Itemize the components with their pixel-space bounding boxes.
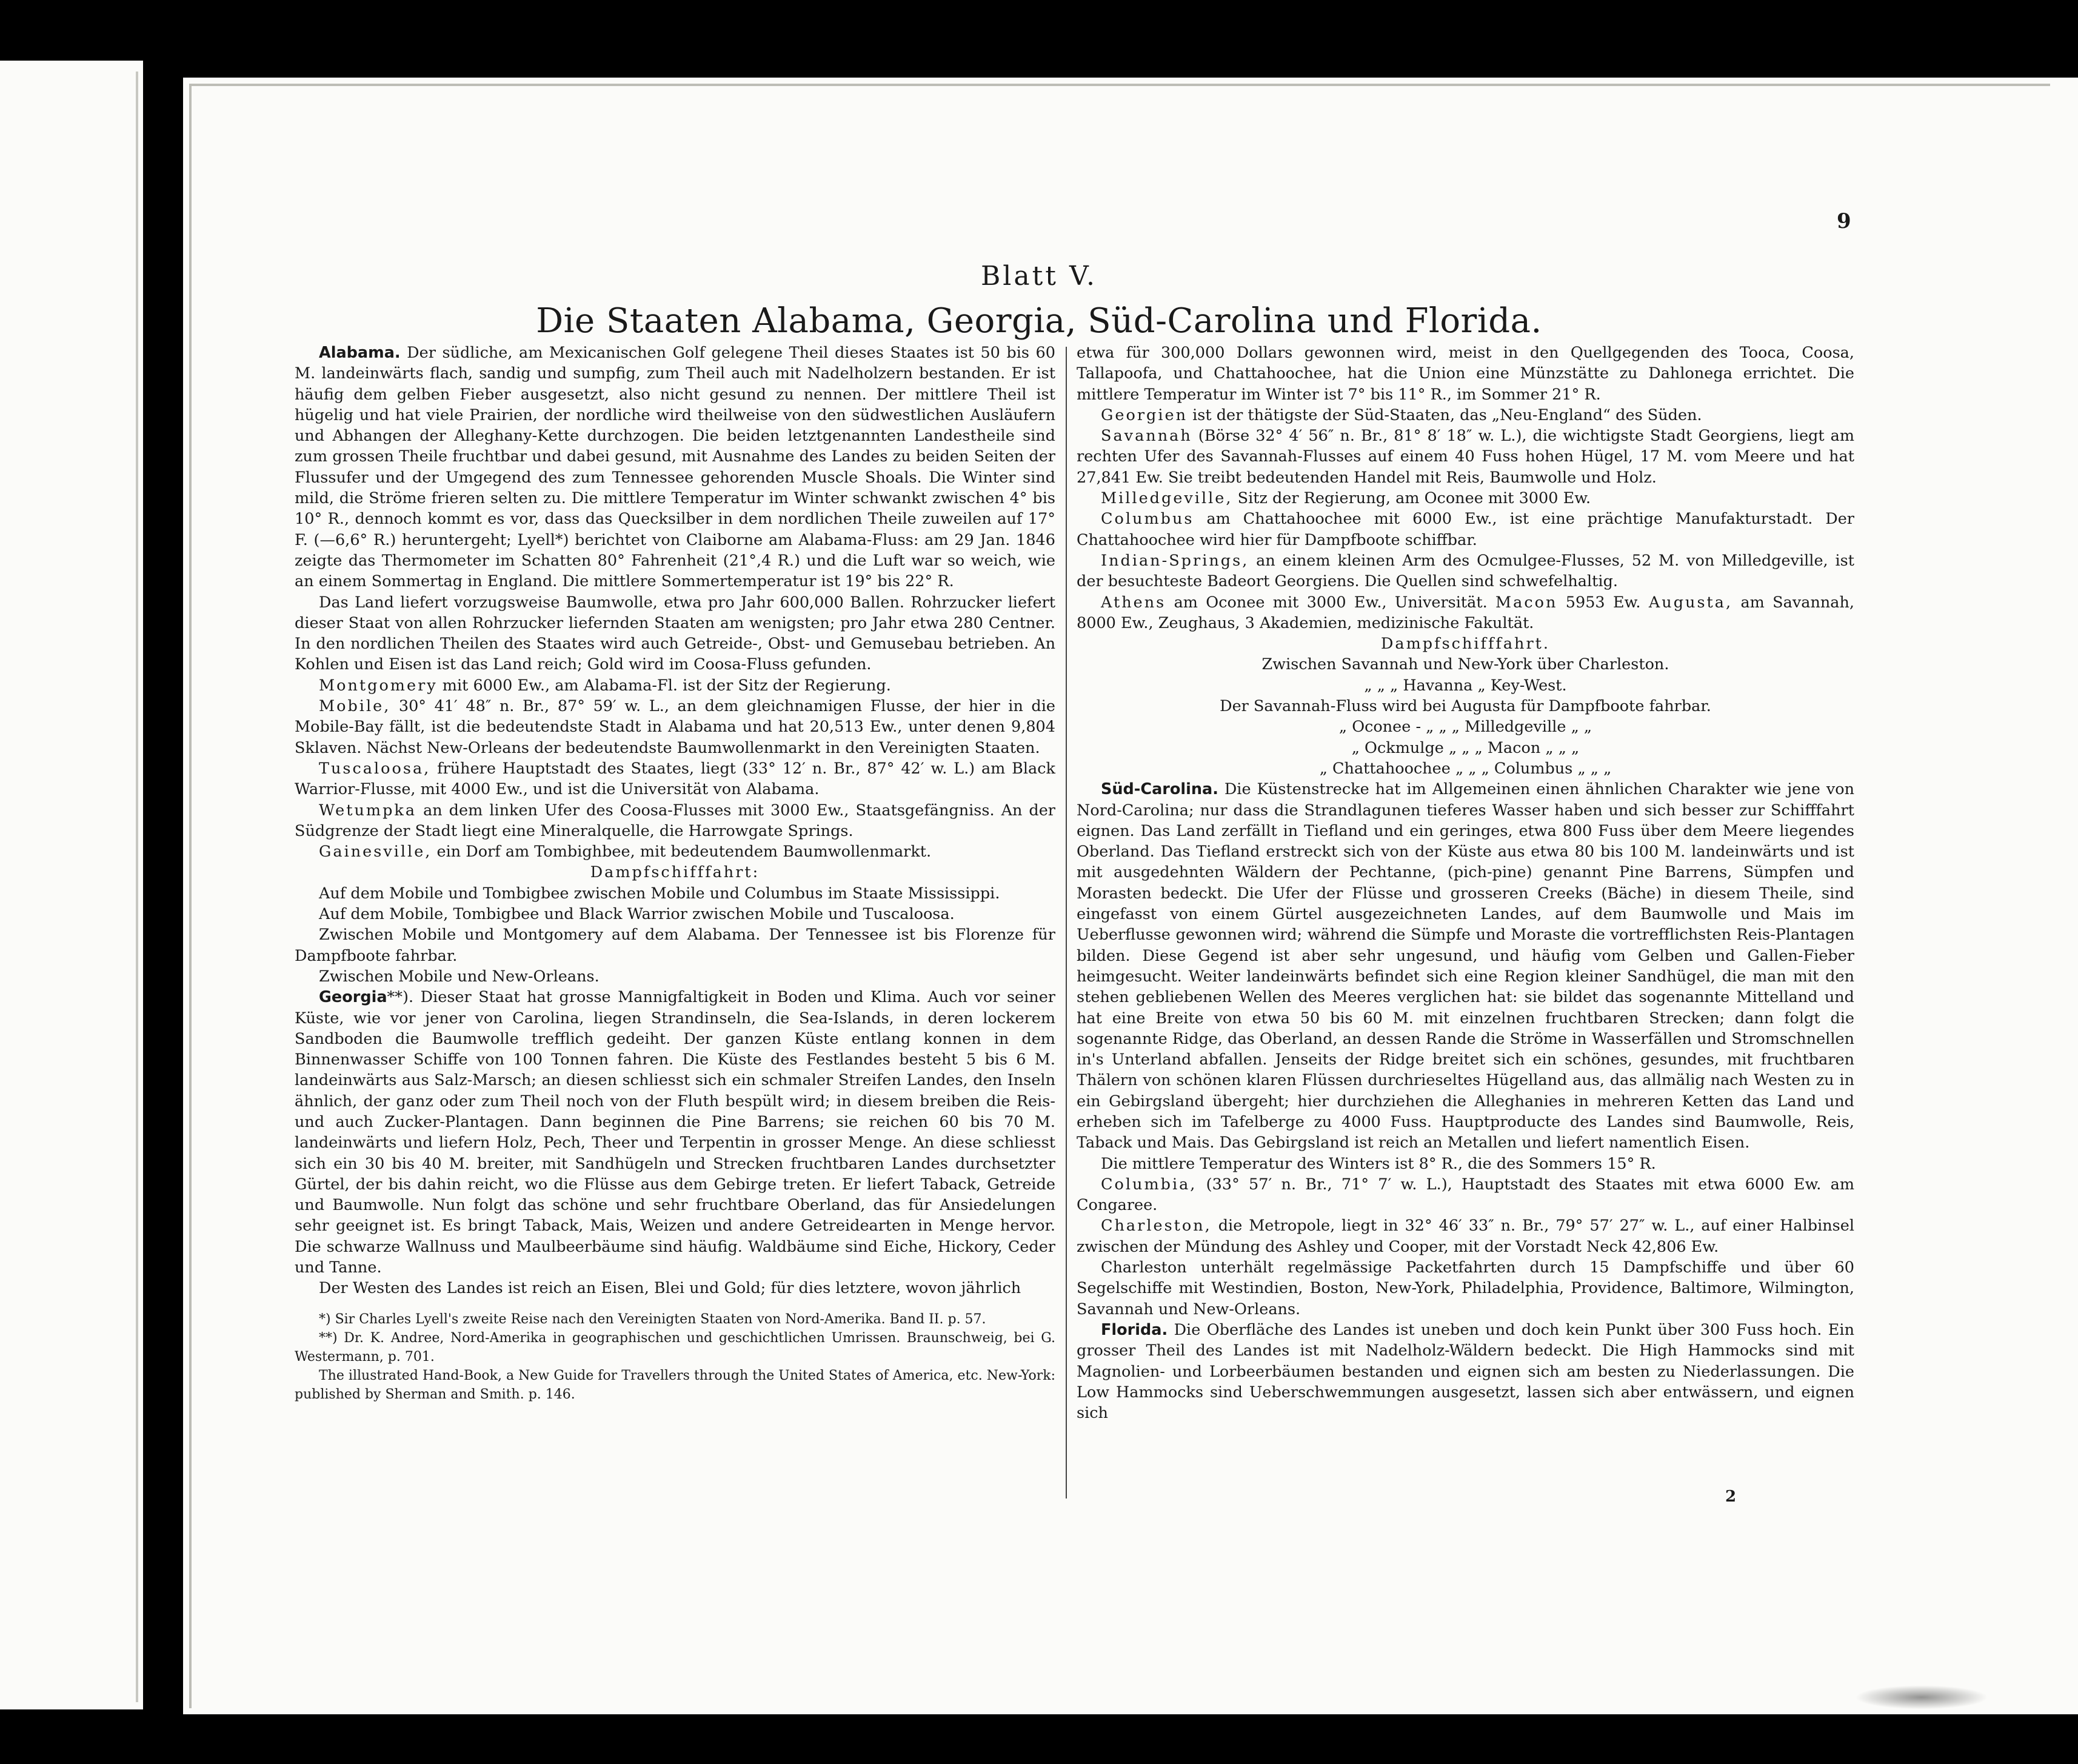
page-number: 9 xyxy=(1837,209,1851,233)
athens-name: Athens xyxy=(1101,593,1166,612)
columbia-name: Columbia, xyxy=(1101,1175,1197,1194)
wetumpka-text: an dem linken Ufer des Coosa-Flusses mit 3000 Ew., Staatsgefängniss. An der Südgrenze der Stadt liegt eine Mineralquelle, die Harrowgate Springs. xyxy=(295,801,1055,840)
milledgeville-name: Milledgeville, xyxy=(1101,489,1233,508)
florida-paragraph xyxy=(1077,1320,1854,1423)
charleston-entry xyxy=(1077,1215,1854,1257)
columbus-name: Columbus xyxy=(1101,510,1194,529)
athens-entry xyxy=(1077,592,1854,634)
georgien-name: Georgien xyxy=(1101,406,1188,424)
footnote-1: *) Sir Charles Lyell's zweite Reise nach den Vereinigten Staaten von Nord-Amerika. Band II. p. 57. xyxy=(319,1311,986,1327)
steam-line-1: Zwischen Savannah und New-York über Charleston. xyxy=(1261,655,1669,674)
steam-route-3: Zwischen Mobile und Montgomery auf dem Alabama. Der Tennessee ist bis Florenze für Dampfboote fahrbar. xyxy=(295,926,1055,965)
steam-line-3: Der Savannah-Fluss wird bei Augusta für Dampfboote fahrbar. xyxy=(1220,697,1711,716)
florida-heading: Florida. xyxy=(1101,1320,1168,1339)
columbus-entry xyxy=(1077,509,1854,550)
left-column xyxy=(295,342,1055,1404)
alabama-paragraph xyxy=(295,342,1055,592)
steam-line-5: „ Ockmulge „ „ „ Macon „ „ „ xyxy=(1351,738,1580,757)
sheet-signature: 2 xyxy=(1725,1488,1737,1506)
steam-line-4: „ Oconee - „ „ „ Milledgeville „ „ xyxy=(1338,718,1592,737)
charleston-trade: Charleston unterhält regelmässige Packetfahrten durch 15 Dampfschiffe und über 60 Segelschiffe mit Westindien, Boston, New-York, Philadelphia, Providence, Baltimore, Wilmington, Savannah und New-Orleans. xyxy=(1077,1258,1854,1318)
florida-text: Die Oberfläche des Landes ist uneben und doch kein Punkt über 300 Fuss hoch. Ein grosser Theil des Landes ist mit Nadelholz-Wäldern bedeckt. Die High Hammocks sind mit Magnolien- und Lorbeerbäumen bestanden und eignen sich am besten zu Niederlassungen. Die Low Hammocks sind Ueberschwemmungen ausgesetzt, lassen sich aber entwässern, und eignen sich xyxy=(1077,1320,1855,1423)
column-divider xyxy=(1066,347,1067,1498)
montgomery-entry xyxy=(295,675,1055,696)
georgia-text: Dieser Staat hat grosse Mannigfaltigkeit in Boden und Klima. Auch vor seiner Küste, wie vor jener von Carolina, liegen Strandinseln, die Sea-Islands, in deren lockerem Sandboden die Baumwolle trefflich gedeiht. Der ganzen Küste entlang konnen in dem Binnenwasser Schiffe von 100 Tonnen fahren. Die Küste des Festlandes besteht 5 bis 6 M. landeinwärts aus Salz-Marsch; an diesen schliesst sich ein schmaler Streifen Landes, den Inseln ähnlich, der ganz oder zum Theil noch von der Fluth bespült wird; in diesem breiben die Reis- und auch Zucker-Plantagen. Dann beginnen die Pine Barrens; sie reichen 60 bis 70 M. landeinwärts und liefern Holz, Pech, Theer und Terpentin in grosser Menge. An diese schliesst sich ein 30 bis 40 M. breiter, mit Sandhügeln und Strecken fruchtbaren Landes durchsetzter Gürtel, der bis dahin reicht, wo die Flüsse aus dem Gebirge treten. Er liefert Taback, Getreide und Baumwolle. Nun folgt das schöne und sehr fruchtbare Oberland, das für Ansiedelungen sehr geeignet ist. Es bringt Taback, Mais, Weizen und andere Getreidearten in Menge hervor. Die schwarze Wallnuss und Maulbeerbäume sind häufig. Waldbäume sind Eiche, Hickory, Ceder und Tanne. xyxy=(295,988,1055,1277)
montgomery-text: mit 6000 Ew., am Alabama-Fl. ist der Sitz der Regierung. xyxy=(442,676,891,695)
page-title: Die Staaten Alabama, Georgia, Süd-Carolina und Florida. xyxy=(536,301,1542,341)
scan-artifact xyxy=(1855,1685,1988,1709)
charleston-name: Charleston, xyxy=(1101,1217,1212,1235)
columbus-text: am Chattahoochee mit 6000 Ew., ist eine prächtige Manufakturstadt. Der Chattahoochee wird hier für Dampfboote schiffbar. xyxy=(1077,510,1854,549)
columbia-text: (33° 57′ n. Br., 71° 7′ w. L.), Hauptstadt des Staates mit etwa 6000 Ew. am Congaree. xyxy=(1077,1175,1855,1215)
georgia-continuation: etwa für 300,000 Dollars gewonnen wird, meist in den Quellgegenden des Tooca, Coosa, Tallapoofa, und Chattahoochee, hat die Union eine Münzstätte zu Dahlonega errichtet. Die mittlere Temperatur im Winter ist 7° bis 11° R., im Sommer 21° R. xyxy=(1077,344,1854,404)
georgia-paragraph xyxy=(295,987,1055,1278)
footnote-3: The illustrated Hand-Book, a New Guide for Travellers through the United States of America, etc. New-York: published by Sherman and Smith. p. 146. xyxy=(295,1368,1055,1402)
south-carolina-text: Die Küstenstrecke hat im Allgemeinen einen ähnlichen Charakter wie jene von Nord-Carolina; nur dass die Strandlagunen tieferes Wasser haben und sich besser zur Schifffahrt eignen. Das Land zerfällt in Tiefland und ein geringes, etwa 800 Fuss über dem Meere liegendes Oberland. Das Tiefland erstreckt sich von der Küste aus etwa 80 bis 100 M. landeinwärts und ist mit ausgedehnten Wäldern der Pechtanne, (pich-pine) genannt Pine Barrens, Sümpfen und Morasten bedeckt. Die Ufer der Flüsse und grosseren Creeks (Bäche) in diesem Theile, sind eingefasst von einem Gürtel ausgezeichneten Landes, auf dem Baumwolle und Mais im Ueberflusse gewonnen wird; während die Sümpfe und Moraste die vortrefflichsten Reis-Plantagen bilden. Diese Gegend ist aber sehr ungesund, und häufig vom Gelben und Gallen-Fieber heimgesucht. Weiter landeinwärts befindet sich eine Region kleiner Sandhügel, die man mit den stehen gebliebenen Wellen des Meeres verglichen hat: sie bildet das sogenannte Mittelland und hat eine Breite von etwa 50 bis 60 M. mit einzelnen fruchtbaren Strecken; dann folgt die sogenannte Ridge, das Oberland, an dessen Rande die Ströme in Wasserfällen und Stromschnellen in's Unterland abfallen. Jenseits der Ridge breitet sich ein schönes, gesundes, mit fruchtbaren Thälern von schönen klaren Flüssen durchrieseltes Hügelland aus, das allmälig nach Westen zu in ein Gebirgsland übergeht; hier durchziehen die Alleghanies in mehreren Ketten das Land und erheben sich im Tafelberge zu 4000 Fuss. Hauptproducte des Landes sind Baumwolle, Reis, Taback und Mais. Das Gebirgsland ist reich an Metallen und liefert namentlich Eisen. xyxy=(1077,780,1854,1152)
georgia-west-text: Der Westen des Landes ist reich an Eisen, Blei und Gold; für dies letztere, wovon jährlich xyxy=(319,1279,1021,1298)
gainesville-entry xyxy=(295,841,1055,862)
augusta-name: Augusta, xyxy=(1648,593,1733,612)
plate-title: Blatt V. xyxy=(980,261,1098,292)
south-carolina-temperature: Die mittlere Temperatur des Winters ist 8° R., die des Sommers 15° R. xyxy=(1101,1154,1656,1173)
athens-text: am Oconee mit 3000 Ew., Universität. xyxy=(1174,593,1488,612)
mobile-entry xyxy=(295,696,1055,758)
steam-line-2: „ „ „ Havanna „ Key-West. xyxy=(1364,676,1567,695)
savannah-name: Savannah xyxy=(1101,427,1192,446)
tuscaloosa-entry xyxy=(295,758,1055,800)
georgia-heading: Georgia xyxy=(319,988,387,1007)
steam-route-1: Auf dem Mobile und Tombigbee zwischen Mobile und Columbus im Staate Mississippi. xyxy=(319,884,1000,903)
columbia-entry xyxy=(1077,1174,1854,1216)
steam-route-2: Auf dem Mobile, Tombigbee und Black Warrior zwischen Mobile und Tuscaloosa. xyxy=(319,905,955,924)
georgien-text: ist der thätigste der Süd-Staaten, das „Neu-England“ des Süden. xyxy=(1192,406,1702,424)
south-carolina-paragraph xyxy=(1077,779,1854,1153)
savannah-text: (Börse 32° 4′ 56″ n. Br., 81° 8′ 18″ w. L.), die wichtigste Stadt Georgiens, liegt am rechten Ufer des Savannah-Flusses auf einem 40 Fuss hohen Hügel, 17 M. vom Meere und hat 27,841 Ew. Sie treibt bedeutenden Handel mit Reis, Baumwolle und Holz. xyxy=(1077,427,1854,487)
right-column xyxy=(1077,342,1854,1423)
macon-text: 5953 Ew. xyxy=(1565,593,1641,612)
macon-name: Macon xyxy=(1495,593,1558,612)
indian-springs-name: Indian-Springs, xyxy=(1101,551,1249,570)
tuscaloosa-name: Tuscaloosa, xyxy=(319,759,431,778)
steam-line-6: „ Chattahoochee „ „ „ Columbus „ „ „ xyxy=(1319,759,1612,778)
gainesville-text: ein Dorf am Tombighbee, mit bedeutendem Baumwollenmarkt. xyxy=(436,843,932,861)
georgia-footnote-mark: **). xyxy=(387,988,414,1007)
georgien-entry xyxy=(1077,405,1854,426)
tuscaloosa-text: frühere Hauptstadt des Staates, liegt (33° 12′ n. Br., 87° 42′ w. L.) am Black Warrior-Flusse, mit 4000 Ew., und ist die Universität von Alabama. xyxy=(295,759,1055,799)
wetumpka-entry xyxy=(295,800,1055,842)
mobile-text: 30° 41′ 48″ n. Br., 87° 59′ w. L., an dem gleichnamigen Flusse, der hier in die Mobile-Bay fällt, ist die bedeutendste Stadt in Alabama und hat 20,513 Ew., unter denen 9,804 Sklaven. Nächst New-Orleans der bedeutendste Baumwollenmarkt in den Vereinigten Staaten. xyxy=(295,697,1055,757)
steamship-heading-right: Dampfschifffahrt. xyxy=(1380,635,1551,653)
alabama-products: Das Land liefert vorzugsweise Baumwolle, etwa pro Jahr 600,000 Ballen. Rohrzucker liefert dieser Staat von allen Rohrzucker liefernden Staaten am wenigsten; pro Jahr etwa 280 Centner. In den nordlichen Theilen des Staates wird auch Getreide-, Obst- und Gemusebau betrieben. An Kohlen und Eisen ist das Land reich; Gold wird im Coosa-Fluss gefunden. xyxy=(295,593,1055,674)
mobile-name: Mobile, xyxy=(319,697,391,716)
footnote-2: **) Dr. K. Andree, Nord-Amerika in geographischen und geschichtlichen Umrissen. Braunschweig, bei G. Westermann, p. 701. xyxy=(295,1330,1055,1365)
savannah-entry xyxy=(1077,426,1854,488)
gainesville-name: Gainesville, xyxy=(319,843,432,861)
milledgeville-text: Sitz der Regierung, am Oconee mit 3000 Ew. xyxy=(1237,489,1591,508)
footnote-gap xyxy=(295,1299,1055,1310)
montgomery-name: Montgomery xyxy=(319,676,438,695)
milledgeville-entry xyxy=(1077,488,1854,509)
indian-springs-text: an einem kleinen Arm des Ocmulgee-Flusses, 52 M. von Milledgeville, ist der besuchteste Badeort Georgiens. Die Quellen sind schwefelhaltig. xyxy=(1077,551,1854,591)
indian-springs-entry xyxy=(1077,550,1854,592)
wetumpka-name: Wetumpka xyxy=(319,801,417,820)
steam-route-4: Zwischen Mobile und New-Orleans. xyxy=(319,967,600,986)
charleston-text: die Metropole, liegt in 32° 46′ 33″ n. Br., 79° 57′ 27″ w. L., auf einer Halbinsel zwischen der Mündung des Ashley und Cooper, mit der Vorstadt Neck 42,806 Ew. xyxy=(1077,1217,1854,1256)
south-carolina-heading: Süd-Carolina. xyxy=(1101,780,1218,799)
alabama-heading: Alabama. xyxy=(319,344,401,362)
alabama-text: Der südliche, am Mexicanischen Golf gelegene Theil dieses Staates ist 50 bis 60 M. landeinwärts flach, sandig und sumpfig, zum Theil auch mit Nadelholzern bestanden. Er ist häufig dem gelben Fieber ausgesetzt, also nicht gesund zu nennen. Der mittlere Theil ist hügelig und hat viele Prairien, der nordliche wird theilweise von den südwestlichen Ausläufern und Abhangen der Alleghany-Kette durchzogen. Die beiden letztgenannten Landestheile sind zum grossen Theile fruchtbar und dabei gesund, mit Ausnahme des Landes zu beiden Seiten der Flussufer und der Umgegend des zum Tennessee gehorenden Muscle Shoals. Die Winter sind mild, die Ströme frieren selten zu. Die mittlere Temperatur im Winter schwankt zwischen 4° bis 10° R., dennoch kommt es vor, dass das Quecksilber in dem nordlichen Theile zuweilen auf 17° F. (—6,6° R.) heruntergeht; Lyell*) berichtet von Claiborne am Alabama-Fluss: am 29 Jan. 1846 zeigte das Thermometer im Schatten 80° Fahrenheit (21°,4 R.) und die Luft war so weich, wie an einem Sommertag in England. Die mittlere Sommertemperatur ist 19° bis 22° R. xyxy=(295,344,1055,591)
augusta-text: am Savannah, 8000 Ew., Zeughaus, 3 Akademien, medizinische Fakultät. xyxy=(1077,593,1855,632)
steamship-heading-left: Dampfschifffahrt: xyxy=(590,863,760,882)
